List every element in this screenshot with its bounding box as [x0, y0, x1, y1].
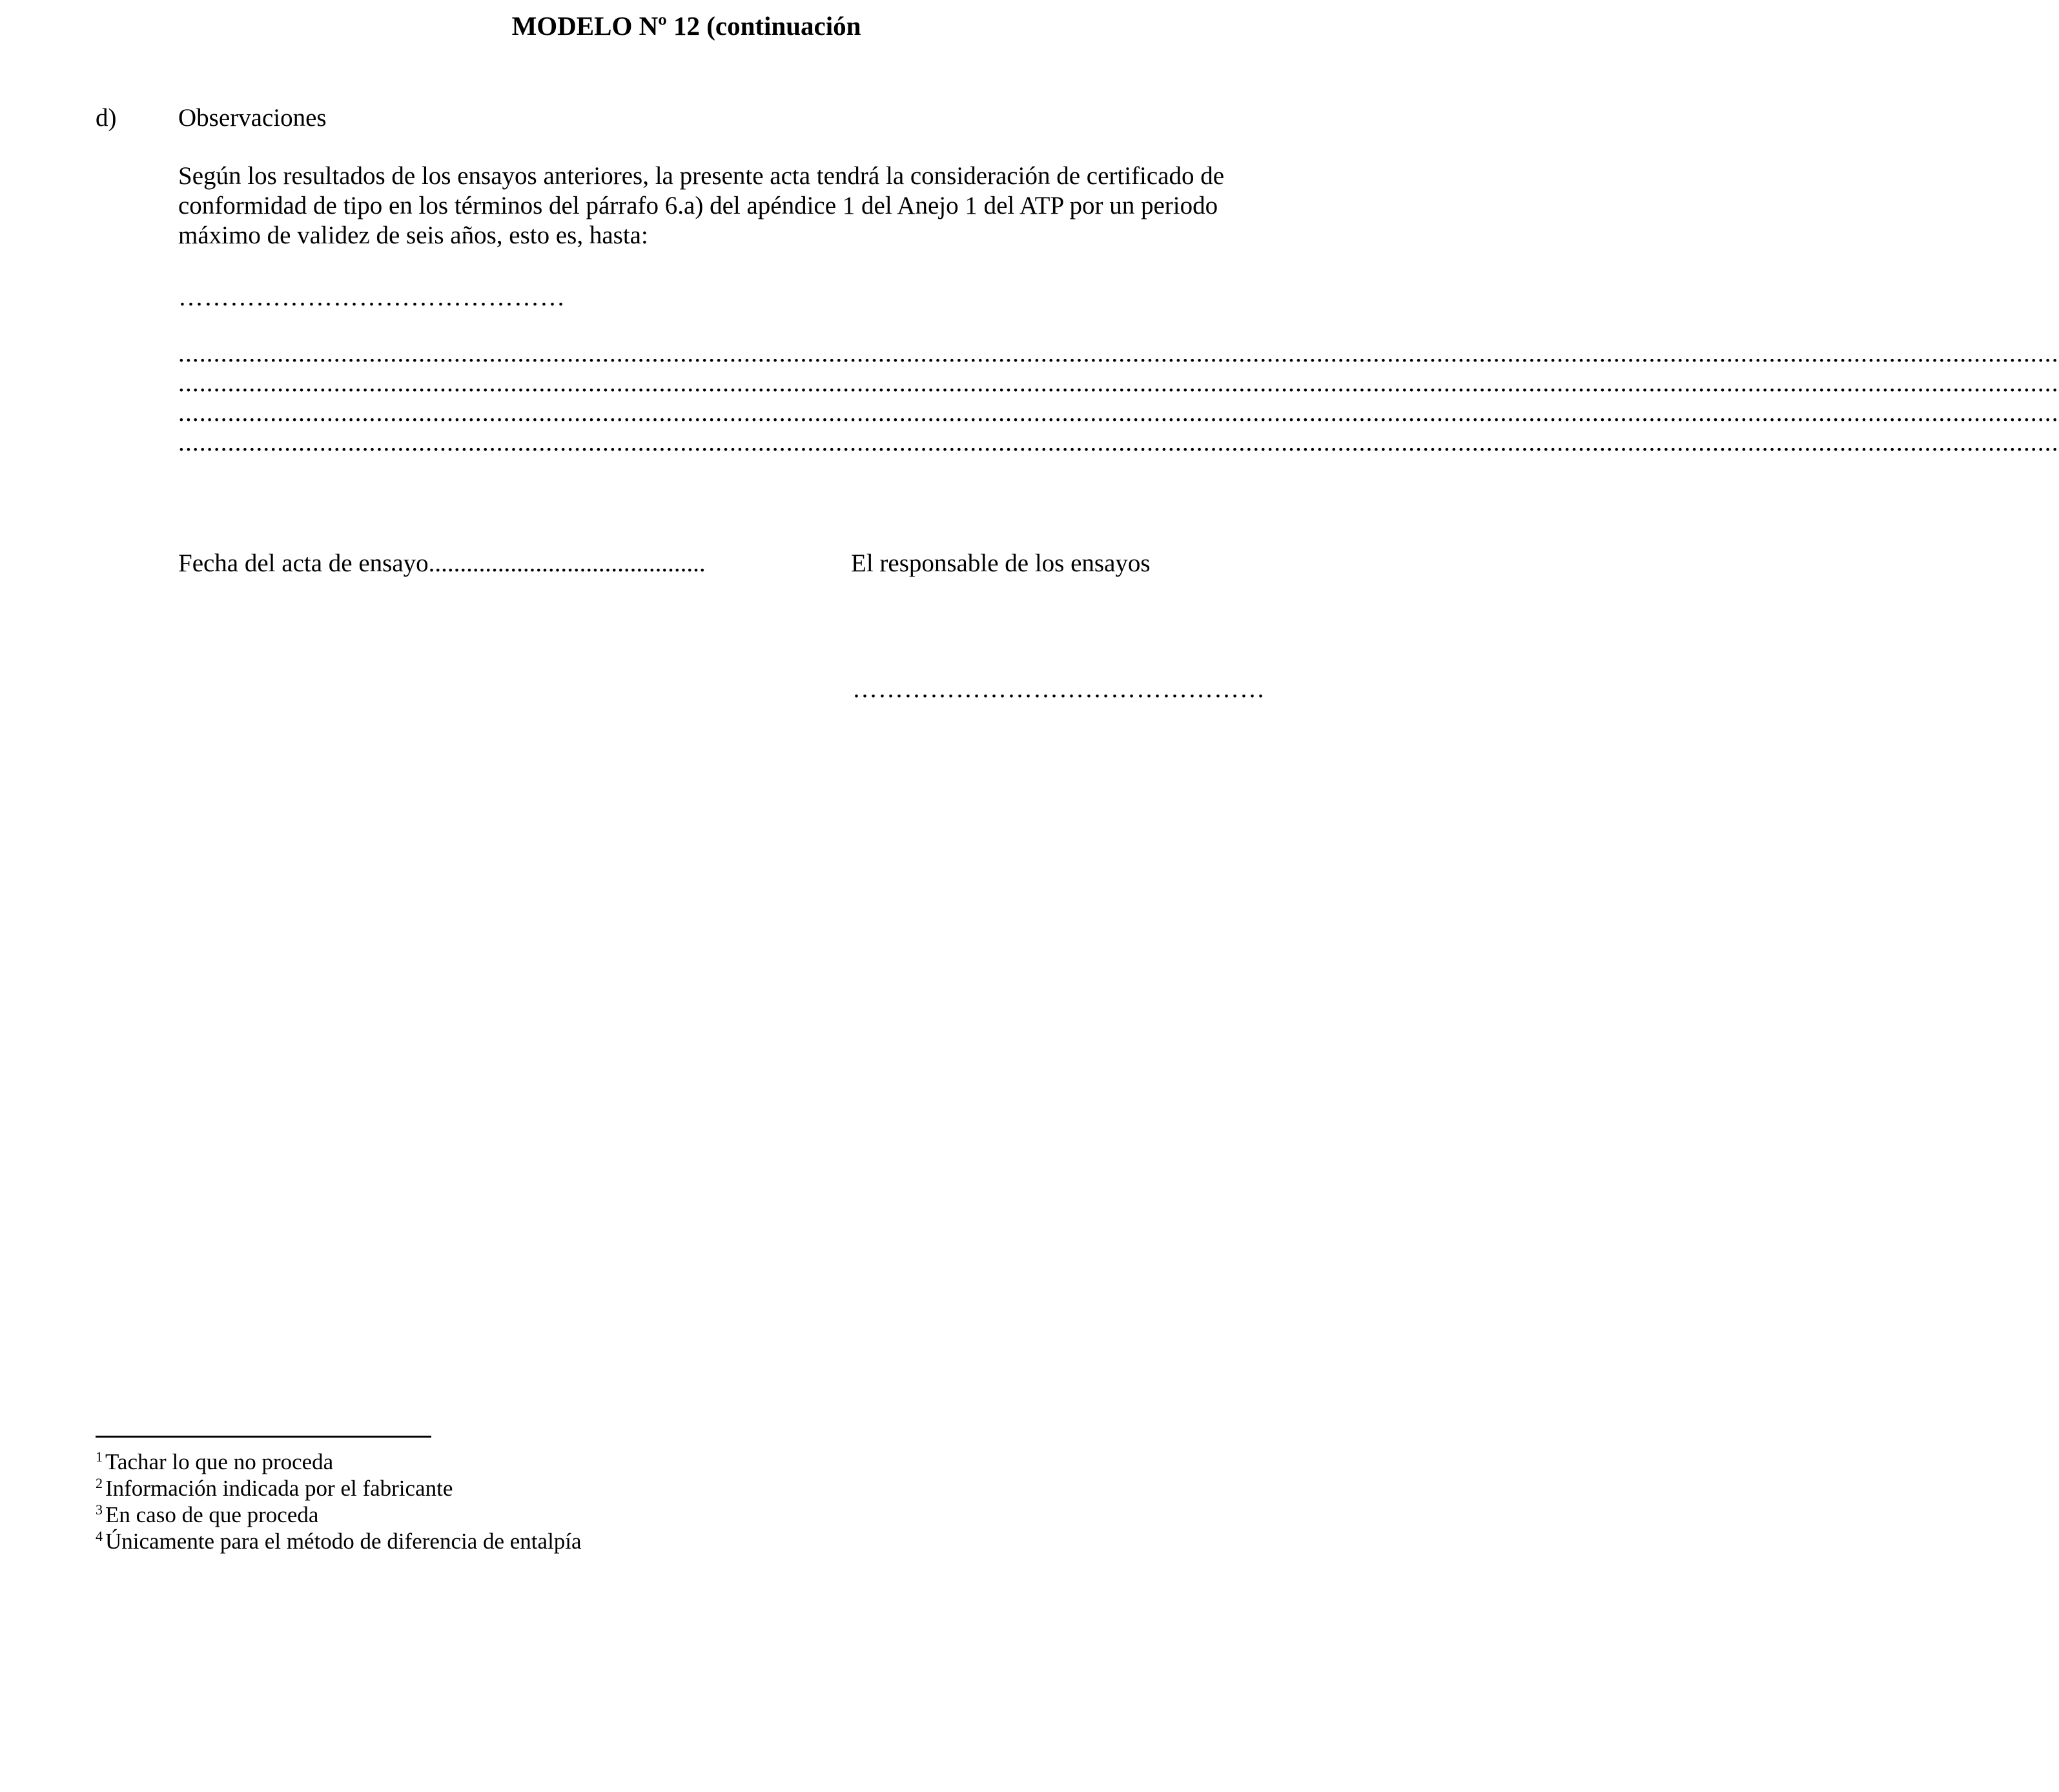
footnote-number: 2 — [96, 1475, 103, 1491]
footnote-text: Información indicada por el fabricante — [105, 1476, 453, 1501]
validity-date-placeholder: ……………………………………… — [178, 283, 566, 311]
dotted-line-2: .......................................................................................................................................................................................................................................................................... — [178, 369, 2059, 397]
observations-paragraph — [178, 161, 1289, 250]
footnote-item — [96, 1475, 582, 1502]
footnote-text: Tachar lo que no proceda — [105, 1449, 334, 1474]
dotted-line-1: .......................................................................................................................................................................................................................................................................... — [178, 340, 2059, 367]
test-report-date-label: Fecha del acta de ensayo............................................ — [178, 549, 706, 577]
test-responsible-label: El responsable de los ensayos — [851, 549, 1151, 577]
footnote-text: En caso de que proceda — [105, 1502, 319, 1527]
document-title: MODELO Nº 12 (continuación — [511, 11, 861, 41]
signature-placeholder: ………………………………………… — [852, 675, 1265, 703]
paragraph-line: conformidad de tipo en los términos del párrafo 6.a) del apéndice 1 del Anejo 1 del ATP por un periodo — [178, 192, 1218, 219]
footnote-number: 1 — [96, 1449, 103, 1465]
footnote-number: 4 — [96, 1528, 103, 1544]
footnotes — [96, 1449, 582, 1554]
footnote-item — [96, 1502, 582, 1528]
footnote-number: 3 — [96, 1502, 103, 1518]
footnote-text: Únicamente para el método de diferencia de entalpía — [105, 1529, 582, 1554]
dotted-line-4: .......................................................................................................................................................................................................................................................................... — [178, 429, 2059, 456]
section-letter: d) — [96, 104, 117, 132]
dotted-line-3: .......................................................................................................................................................................................................................................................................... — [178, 399, 2059, 427]
section-title: Observaciones — [178, 104, 327, 132]
footnote-item — [96, 1528, 582, 1554]
footnote-item — [96, 1449, 582, 1475]
paragraph-line: Según los resultados de los ensayos anteriores, la presente acta tendrá la consideración de certificado de — [178, 162, 1225, 190]
paragraph-line: máximo de validez de seis años, esto es, hasta: — [178, 221, 648, 249]
footnote-divider — [96, 1436, 431, 1438]
